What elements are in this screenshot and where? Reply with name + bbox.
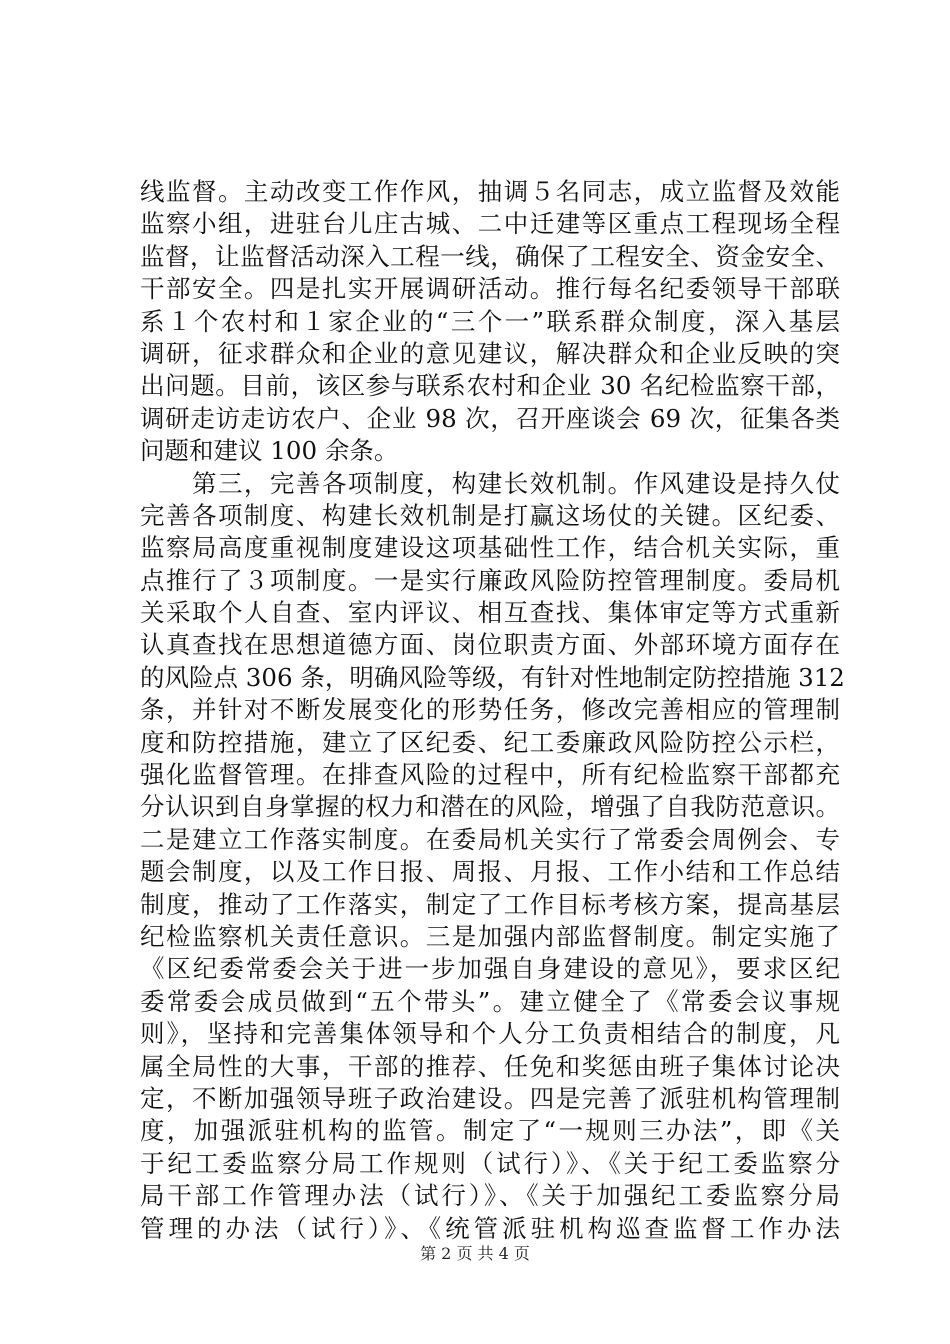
text-line: 关采取个人自查、室内评议、相互查找、集体审定等方式重新 bbox=[140, 598, 840, 628]
text-line: 监察局高度重视制度建设这项基础性工作，结合机关实际，重 bbox=[140, 533, 840, 563]
text-line: 分认识到自身掌握的权力和潜在的风险，增强了自我防范意识。 bbox=[140, 792, 840, 822]
text-line: 《区纪委常委会关于进一步加强自身建设的意见》，要求区纪 bbox=[140, 954, 840, 984]
text-line: 的风险点 306 条，明确风险等级，有针对性地制定防控措施 312 bbox=[140, 662, 845, 692]
text-line: 监察小组，进驻台儿庄古城、二中迁建等区重点工程现场全程 bbox=[140, 209, 840, 239]
text-line: 属全局性的大事，干部的推荐、任免和奖惩由班子集体讨论决 bbox=[140, 1051, 840, 1081]
text-line: 调研，征求群众和企业的意见建议，解决群众和企业反映的突 bbox=[140, 338, 840, 368]
text-line: 二是建立工作落实制度。在委局机关实行了常委会周例会、专 bbox=[140, 824, 840, 854]
text-line: 局干部工作管理办法（试行）》、《关于加强纪工委监察分局 bbox=[140, 1181, 840, 1211]
text-line: 题会制度，以及工作日报、周报、月报、工作小结和工作总结 bbox=[140, 857, 840, 887]
text-line: 点推行了３项制度。一是实行廉政风险防控管理制度。委局机 bbox=[140, 565, 840, 595]
text-line: 问题和建议 100 余条。 bbox=[140, 436, 399, 466]
text-line: 第三，完善各项制度，构建长效机制。作风建设是持久仗 bbox=[140, 468, 840, 498]
text-line: 完善各项制度、构建长效机制是打赢这场仗的关键。区纪委、 bbox=[140, 500, 840, 530]
text-line: 调研走访走访农户、企业 98 次，召开座谈会 69 次，征集各类 bbox=[140, 403, 840, 433]
text-line: 线监督。主动改变工作作风，抽调５名同志，成立监督及效能 bbox=[140, 177, 840, 206]
text-line: 条，并针对不断发展变化的形势任务，修改完善相应的管理制 bbox=[140, 695, 840, 725]
text-line: 于纪工委监察分局工作规则（试行）》、《关于纪工委监察分 bbox=[140, 1148, 840, 1178]
text-line: 委常委会成员做到“五个带头”。建立健全了《常委会议事规 bbox=[140, 986, 840, 1016]
text-line: 度，加强派驻机构的监管。制定了“一规则三办法”，即《关 bbox=[140, 1116, 840, 1146]
body-text bbox=[140, 176, 845, 1245]
text-line: 则》，坚持和完善集体领导和个人分工负责相结合的制度，凡 bbox=[140, 1019, 840, 1049]
text-line: 管理的办法（试行）》、《统管派驻机构巡查监督工作办法 bbox=[140, 1213, 840, 1243]
page-footer: 第 2 页 共 4 页 bbox=[420, 1244, 530, 1263]
text-line: 强化监督管理。在排查风险的过程中，所有纪检监察干部都充 bbox=[140, 760, 840, 790]
text-line: 纪检监察机关责任意识。三是加强内部监督制度。制定实施了 bbox=[140, 921, 840, 951]
text-line: 制度，推动了工作落实，制定了工作目标考核方案，提高基层 bbox=[140, 889, 840, 919]
text-line: 出问题。目前，该区参与联系农村和企业 30 名纪检监察干部， bbox=[140, 371, 840, 401]
text-line: 监督，让监督活动深入工程一线，确保了工程安全、资金安全、 bbox=[140, 241, 840, 271]
text-line: 系１个农村和１家企业的“三个一”联系群众制度，深入基层 bbox=[140, 306, 840, 336]
text-line: 干部安全。四是扎实开展调研活动。推行每名纪委领导干部联 bbox=[140, 274, 840, 304]
text-line: 定，不断加强领导班子政治建设。四是完善了派驻机构管理制 bbox=[140, 1083, 840, 1113]
text-line: 度和防控措施，建立了区纪委、纪工委廉政风险防控公示栏， bbox=[140, 727, 840, 757]
text-line: 认真查找在思想道德方面、岗位职责方面、外部环境方面存在 bbox=[140, 630, 840, 660]
